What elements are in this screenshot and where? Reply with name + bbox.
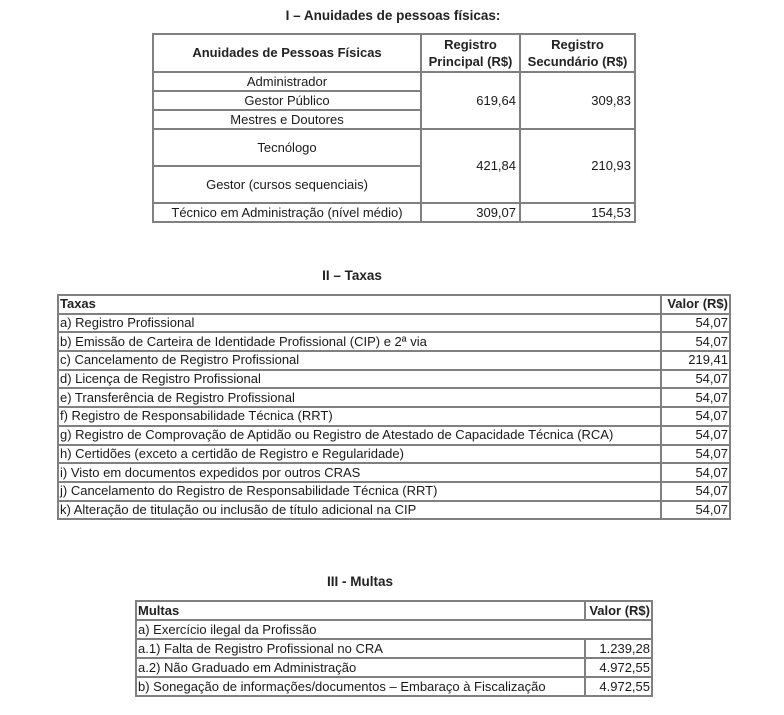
header-value: Valor (R$) <box>661 295 730 314</box>
row-label: g) Registro de Comprovação de Aptidão ou Registro de Atestado de Capacidade Técnica (RCA) <box>58 426 661 445</box>
table-row <box>58 445 730 464</box>
category-cell: Tecnólogo <box>153 129 421 166</box>
header-label: Multas <box>136 601 585 620</box>
table-row <box>153 72 635 91</box>
header-category: Anuidades de Pessoas Físicas <box>153 34 421 72</box>
secundario-value: 309,83 <box>520 72 635 129</box>
anuidades-table <box>152 33 636 223</box>
row-label: b) Sonegação de informações/documentos – Embaraço à Fiscalização <box>136 677 585 696</box>
row-value: 54,07 <box>661 445 730 464</box>
row-label: a.2) Não Graduado em Administração <box>136 658 585 677</box>
row-value: 4.972,55 <box>585 677 652 696</box>
row-label: h) Certidões (exceto a certidão de Registro e Regularidade) <box>58 445 661 464</box>
table-row <box>58 370 730 389</box>
row-value: 219,41 <box>661 351 730 370</box>
table-row <box>58 426 730 445</box>
header-secundario: Registro Secundário (R$) <box>520 34 635 72</box>
table-row <box>136 658 652 677</box>
row-label: e) Transferência de Registro Profissional <box>58 388 661 407</box>
row-value: 54,07 <box>661 314 730 333</box>
header-label: Taxas <box>58 295 661 314</box>
table-row <box>58 314 730 333</box>
row-value: 54,07 <box>661 332 730 351</box>
table-row <box>58 332 730 351</box>
taxas-table <box>57 294 731 520</box>
row-label: b) Emissão de Carteira de Identidade Profissional (CIP) e 2ª via <box>58 332 661 351</box>
row-label: j) Cancelamento do Registro de Responsabilidade Técnica (RRT) <box>58 482 661 501</box>
row-label: k) Alteração de titulação ou inclusão de título adicional na CIP <box>58 501 661 520</box>
secundario-value: 154,53 <box>520 203 635 222</box>
table-row <box>58 501 730 520</box>
section-1-title: I – Anuidades de pessoas físicas: <box>285 8 501 23</box>
table-row <box>153 203 635 222</box>
section-2-title: II – Taxas <box>322 268 382 283</box>
table-row <box>136 677 652 696</box>
header-principal: Registro Principal (R$) <box>421 34 520 72</box>
category-cell: Administrador <box>153 72 421 91</box>
secundario-value: 210,93 <box>520 129 635 203</box>
row-value: 54,07 <box>661 370 730 389</box>
category-cell: Gestor Público <box>153 91 421 110</box>
row-label: a.1) Falta de Registro Profissional no CRA <box>136 639 585 658</box>
table-row <box>58 463 730 482</box>
row-value: 54,07 <box>661 482 730 501</box>
category-cell: Gestor (cursos sequenciais) <box>153 166 421 203</box>
row-value: 54,07 <box>661 501 730 520</box>
category-cell: Mestres e Doutores <box>153 110 421 129</box>
row-label: f) Registro de Responsabilidade Técnica (RRT) <box>58 407 661 426</box>
table-row <box>58 407 730 426</box>
table-row <box>58 388 730 407</box>
principal-value: 309,07 <box>421 203 520 222</box>
row-value: 54,07 <box>661 463 730 482</box>
principal-value: 421,84 <box>421 129 520 203</box>
row-label: c) Cancelamento de Registro Profissional <box>58 351 661 370</box>
category-cell: Técnico em Administração (nível médio) <box>153 203 421 222</box>
table-header-row <box>136 601 652 620</box>
table-header-row <box>153 34 635 72</box>
multas-table <box>135 600 653 697</box>
section-3-title: III - Multas <box>326 574 393 589</box>
header-value: Valor (R$) <box>585 601 652 620</box>
row-value: 54,07 <box>661 388 730 407</box>
principal-value: 619,64 <box>421 72 520 129</box>
row-value: 54,07 <box>661 426 730 445</box>
table-row <box>153 129 635 166</box>
group-label: a) Exercício ilegal da Profissão <box>136 620 652 639</box>
table-header-row <box>58 295 730 314</box>
table-group-row <box>136 620 652 639</box>
table-row <box>58 482 730 501</box>
row-label: i) Visto em documentos expedidos por outros CRAS <box>58 463 661 482</box>
table-row <box>136 639 652 658</box>
row-label: d) Licença de Registro Profissional <box>58 370 661 389</box>
table-row <box>58 351 730 370</box>
row-label: a) Registro Profissional <box>58 314 661 333</box>
row-value: 54,07 <box>661 407 730 426</box>
row-value: 4.972,55 <box>585 658 652 677</box>
row-value: 1.239,28 <box>585 639 652 658</box>
